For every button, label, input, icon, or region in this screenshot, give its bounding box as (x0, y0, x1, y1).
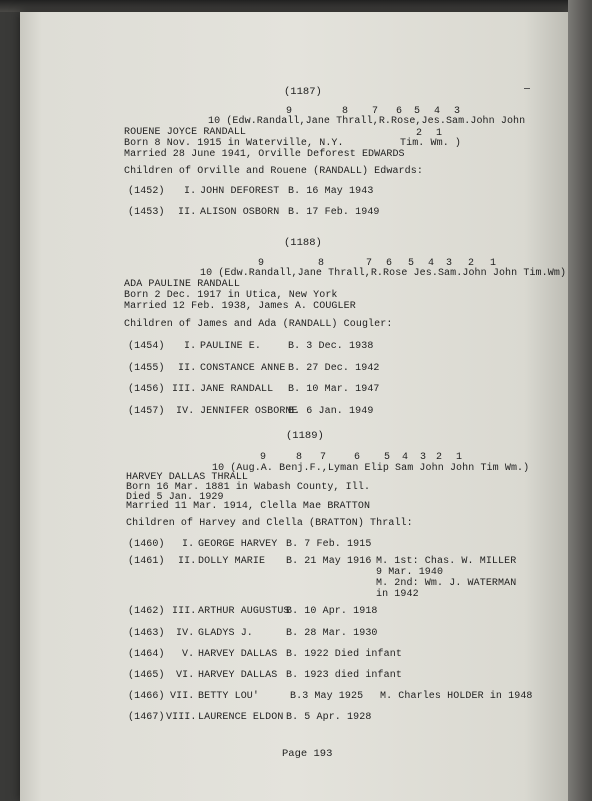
scan-border-right (568, 0, 592, 801)
child-roman: II. (178, 556, 197, 567)
child-roman: I. (184, 341, 197, 352)
child-roman: VI. (176, 670, 195, 681)
child-roman: VIII. (166, 712, 197, 723)
child-roman: III. (172, 384, 197, 395)
child-name: PAULINE E. (200, 341, 262, 352)
child-name: GLADYS J. (198, 628, 253, 639)
child-number: (1463) (128, 628, 165, 639)
child-name: DOLLY MARIE (198, 556, 266, 567)
child-number: (1466) (128, 691, 165, 702)
death-detail: Died 5 Jan. 1929 (126, 492, 224, 503)
lineage-line-continued: Tim. Wm. ) (400, 138, 462, 149)
child-number: (1462) (128, 606, 165, 617)
birth-detail: Born 8 Nov. 1915 in Waterville, N.Y. (124, 138, 344, 149)
child-number: (1465) (128, 670, 165, 681)
child-roman: IV. (176, 406, 195, 417)
lineage-line: 10 (Edw.Randall,Jane Thrall,R.Rose,Jes.Sam.John John (208, 116, 526, 127)
gen-number: 9 (286, 106, 293, 117)
child-name: LAURENCE ELDON (198, 712, 284, 723)
lineage-line: 10 (Aug.A. Benj.F.,Lyman Elip Sam John John Tim Wm.) (212, 463, 530, 474)
child-roman: I. (182, 539, 195, 550)
person-name: ADA PAULINE RANDALL (124, 279, 240, 290)
gen-number: 4 (428, 258, 435, 269)
child-roman: II. (178, 363, 197, 374)
child-born: B. 5 Apr. 1928 (286, 712, 372, 723)
gen-number: 6 (396, 106, 403, 117)
children-heading: Children of Orville and Rouene (RANDALL) Edwards: (124, 166, 423, 177)
page-number: Page 193 (282, 748, 333, 760)
child-roman: II. (178, 207, 197, 218)
lineage-line: 10 (Edw.Randall,Jane Thrall,R.Rose Jes.Sam.John John Tim.Wm) (200, 268, 567, 279)
gen-number: 2 (416, 128, 423, 139)
child-born: B. 28 Mar. 1930 (286, 628, 378, 639)
child-name: HARVEY DALLAS (198, 649, 278, 660)
gen-number: 4 (402, 452, 409, 463)
child-number: (1454) (128, 341, 165, 352)
child-name: ARTHUR AUGUSTUS (198, 606, 290, 617)
gen-number: 8 (296, 452, 303, 463)
gen-number: 9 (258, 258, 265, 269)
marriage-detail: Married 11 Mar. 1914, Clella Mae BRATTON (126, 501, 371, 512)
child-name: CONSTANCE ANNE (200, 363, 286, 374)
child-born: B. 27 Dec. 1942 (288, 363, 380, 374)
child-roman: VII. (170, 691, 195, 702)
child-number: (1461) (128, 556, 165, 567)
child-name: BETTY LOU' (198, 691, 260, 702)
child-name: JOHN DEFOREST (200, 186, 280, 197)
gen-number: 9 (260, 452, 267, 463)
child-born: B. 21 May 1916 (286, 556, 372, 567)
gen-number: 6 (386, 258, 393, 269)
child-born: B. 10 Apr. 1918 (286, 606, 378, 617)
gen-number: 6 (354, 452, 361, 463)
gen-number: 5 (414, 106, 421, 117)
gen-number: 2 (436, 452, 443, 463)
child-roman: V. (182, 649, 195, 660)
marriage-detail: Married 28 June 1941, Orville Deforest EDWARDS (124, 149, 405, 160)
child-number: (1452) (128, 186, 165, 197)
birth-detail: Born 16 Mar. 1881 in Wabash County, Ill. (126, 482, 371, 493)
child-name: GEORGE HARVEY (198, 539, 278, 550)
child-number: (1460) (128, 539, 165, 550)
gen-number: 3 (446, 258, 453, 269)
child-born: B. 1923 died infant (286, 670, 402, 681)
gen-number: 5 (384, 452, 391, 463)
child-marriage-note: M. 1st: Chas. W. MILLER 9 Mar. 1940 M. 2nd: Wm. J. WATERMAN in 1942 (376, 556, 517, 600)
gen-number: 3 (420, 452, 427, 463)
child-roman: IV. (176, 628, 195, 639)
gen-number: 7 (320, 452, 327, 463)
scan-border-top (0, 0, 592, 12)
gen-number: 8 (342, 106, 349, 117)
marriage-detail: Married 12 Feb. 1938, James A. COUGLER (124, 301, 356, 312)
gen-number: 1 (490, 258, 497, 269)
child-name: JANE RANDALL (200, 384, 274, 395)
child-roman: III. (172, 606, 197, 617)
children-heading: Children of Harvey and Clella (BRATTON) Thrall: (126, 518, 413, 529)
child-number: (1464) (128, 649, 165, 660)
gen-number: 1 (456, 452, 463, 463)
gen-number: 8 (318, 258, 325, 269)
gen-number: 7 (372, 106, 379, 117)
gen-number: 4 (434, 106, 441, 117)
entry-number: (1188) (284, 237, 322, 249)
child-name: HARVEY DALLAS (198, 670, 278, 681)
entry-number: (1189) (286, 430, 324, 442)
child-born: B. 10 Mar. 1947 (288, 384, 380, 395)
child-roman: I. (184, 186, 197, 197)
gen-number: 7 (366, 258, 373, 269)
stray-mark (524, 88, 530, 89)
child-number: (1467) (128, 712, 165, 723)
birth-detail: Born 2 Dec. 1917 in Utica, New York (124, 290, 338, 301)
person-name: HARVEY DALLAS THRALL (126, 472, 249, 483)
entry-number: (1187) (284, 86, 322, 98)
child-born: B. 7 Feb. 1915 (286, 539, 372, 550)
gen-number: 1 (436, 128, 443, 139)
child-number: (1456) (128, 384, 165, 395)
child-born: B. 3 Dec. 1938 (288, 341, 374, 352)
child-born: B. 17 Feb. 1949 (288, 207, 380, 218)
gen-number: 2 (468, 258, 475, 269)
child-born: B. 6 Jan. 1949 (288, 406, 374, 417)
child-born: B. 1922 Died infant (286, 649, 402, 660)
person-name: ROUENE JOYCE RANDALL (124, 127, 247, 138)
child-name: JENNIFER OSBORNE (200, 406, 298, 417)
child-number: (1455) (128, 363, 165, 374)
child-born: B. 16 May 1943 (288, 186, 374, 197)
child-name: ALISON OSBORN (200, 207, 280, 218)
child-marriage-note: M. Charles HOLDER in 1948 (380, 691, 533, 702)
children-heading: Children of James and Ada (RANDALL) Cougler: (124, 319, 393, 330)
child-number: (1453) (128, 207, 165, 218)
child-number: (1457) (128, 406, 165, 417)
gen-number: 5 (408, 258, 415, 269)
gen-number: 3 (454, 106, 461, 117)
child-born: B.3 May 1925 (290, 691, 364, 702)
